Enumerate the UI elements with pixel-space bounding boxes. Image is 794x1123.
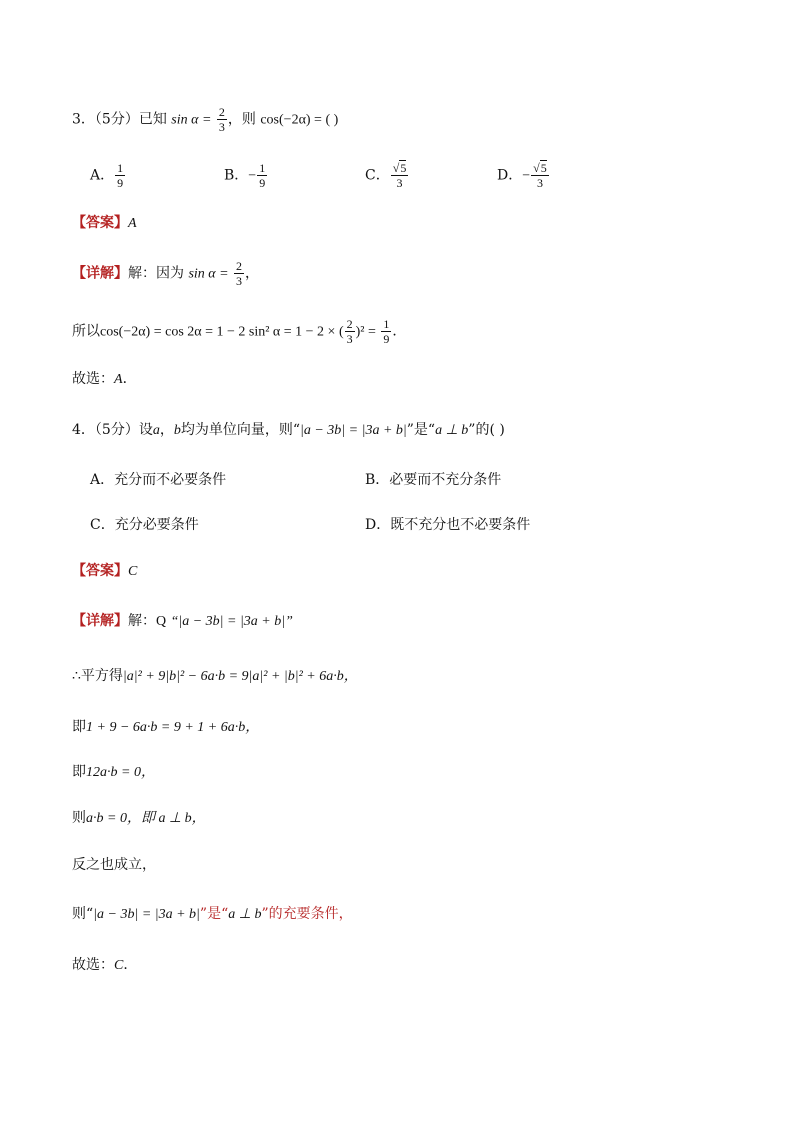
q3-choose: 故选：A． [72,371,137,387]
q4-step-2: ∴平方得|a|² + 9|b|² − 6a·b = 9|a|² + |b|² + 6a·b， [72,668,358,684]
q4-option-b: B．必要而不充分条件 [365,472,502,488]
q4-score: （5分） [94,422,139,438]
q3-given-fraction: $\frac{2}{3}$ [218,105,225,134]
q3-answer-value: A [128,216,137,231]
q3-score: （5分） [94,111,139,128]
q3-stem: 3．（5分）已知 sin α = $\frac{2}{3}$ ，则 cos(−2α) = ( ) [72,105,339,134]
q4-choose: 故选：C． [72,957,138,973]
q3-answer [72,213,137,234]
q4-step-4: 即12a·b = 0， [72,764,155,780]
q4-stem: 4．（5分）设a，b均为单位向量，则“|a − 3b| = |3a + b|”是“a ⊥ b”的( ) [72,422,505,438]
q4-answer-value: C [128,564,138,579]
q3-option-d: D．− $\frac{√5}{3}$ [497,161,547,190]
q4-option-c: C．充分必要条件 [90,517,199,533]
q4-answer [72,561,137,582]
q4-option-d: D．既不充分也不必要条件 [365,517,531,533]
q4-number: 4． [72,422,95,438]
q4-step-5: 则a·b = 0，即 a ⊥ b， [72,810,206,826]
q4-option-a: A．充分而不必要条件 [90,472,227,488]
answer-tag: 【答案】 [72,563,128,579]
q3-option-b: B．− $\frac{1}{9}$ [224,161,266,190]
q4-step-3: 即1 + 9 − 6a·b = 9 + 1 + 6a·b， [72,719,260,735]
q4-step-6: 反之也成立， [72,857,156,873]
q3-number: 3． [72,111,95,128]
q3-detail-1: 【详解】解：因为 sin α = $\frac{2}{3}$ ， [72,259,260,288]
q3-option-c: C． $\frac{√5}{3}$ [365,161,407,190]
q3-option-a: A． $\frac{1}{9}$ [90,161,124,190]
q3-ask-expr: cos(−2α) = ( [260,112,331,128]
detail-tag: 【详解】 [72,613,128,629]
q4-step-7: 则“|a − 3b| = |3a + b|”是“a ⊥ b”的充要条件， [72,906,353,922]
q4-condition-expr: |a − 3b| = |3a + b| [300,423,407,438]
q3-detail-2: 所以cos(−2α) = cos 2α = 1 − 2 sin² α = 1 − 2 × ( $\frac{2}{3}$ )² = $\frac{1}{9}$ ． [72,317,407,346]
detail-tag: 【详解】 [72,265,128,282]
q4-perp-expr: a ⊥ b [435,423,469,438]
answer-tag: 【答案】 [72,215,128,231]
q3-given-expr: sin α = [171,112,212,128]
q4-detail-1: 【详解】解：Q “|a − 3b| = |3a + b|” [72,613,293,629]
